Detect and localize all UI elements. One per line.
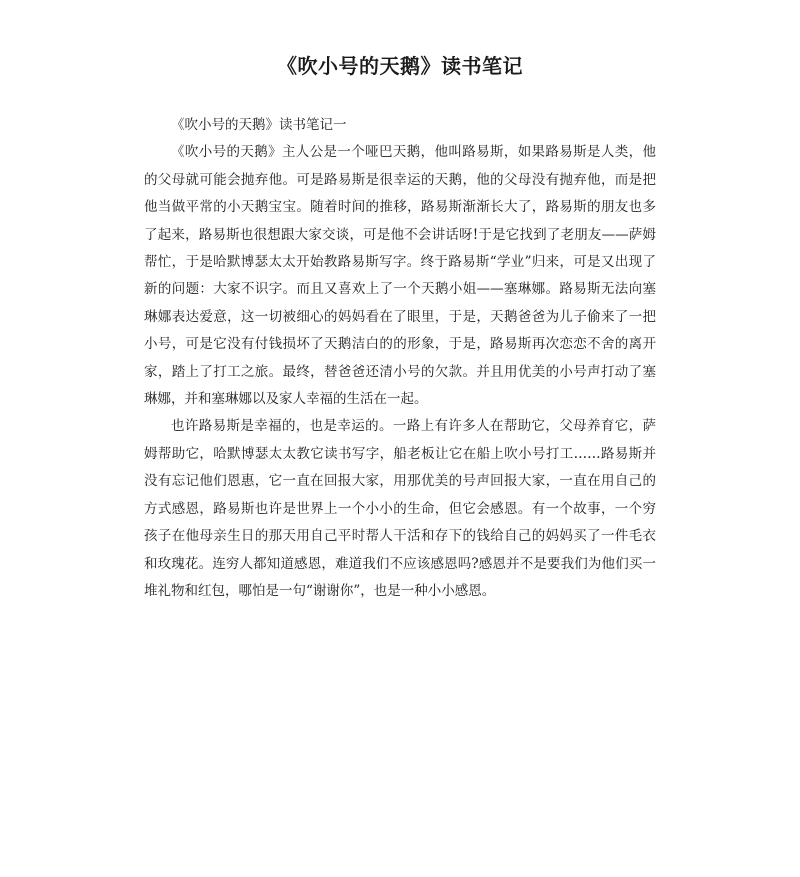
document-body bbox=[144, 112, 656, 605]
paragraph-1: 《吹小号的天鹅》主人公是一个哑巴天鹅，他叫路易斯，如果路易斯是人类，他的父母就可能会抛弃他。可是路易斯是很幸运的天鹅，他的父母没有抛弃他，而是把他当做平常的小天鹅宝宝。随着时间的推移，路易斯渐渐长大了，路易斯的朋友也多了起来，路易斯也很想跟大家交谈，可是他不会讲话呀!于是它找到了老朋友——萨姆帮忙，于是哈默博瑟太太开始教路易斯写字。终于路易斯“学业”归来，可是又出现了新的问题：大家不识字。而且又喜欢上了一个天鹅小姐——塞琳娜。路易斯无法向塞琳娜表达爱意，这一切被细心的妈妈看在了眼里，于是，天鹅爸爸为儿子偷来了一把小号，可是它没有付钱损坏了天鹅洁白的的形象，于是，路易斯再次恋恋不舍的离开家，踏上了打工之旅。最终，替爸爸还清小号的欠款。并且用优美的小号声打动了塞琳娜，并和塞琳娜以及家人幸福的生活在一起。 bbox=[144, 144, 656, 408]
section-subtitle: 《吹小号的天鹅》读书笔记一 bbox=[171, 117, 347, 133]
document-title: 《吹小号的天鹅》读书笔记 bbox=[277, 54, 523, 78]
paragraph-2: 也许路易斯是幸福的，也是幸运的。一路上有许多人在帮助它，父母养育它，萨姆帮助它，哈默博瑟太太教它读书写字，船老板让它在船上吹小号打工……路易斯并没有忘记他们恩惠，它一直在回报大家，用那优美的号声回报大家，一直在用自己的方式感恩，路易斯也许是世界上一个小小的生命，但它会感恩。有一个故事，一个穷孩子在他母亲生日的那天用自己平时帮人干活和存下的钱给自己的妈妈买了一件毛衣和玫瑰花。连穷人都知道感恩，难道我们不应该感恩吗?感恩并不是要我们为他们买一堆礼物和红包，哪怕是一句“谢谢你”，也是一种小小感恩。 bbox=[144, 418, 656, 599]
